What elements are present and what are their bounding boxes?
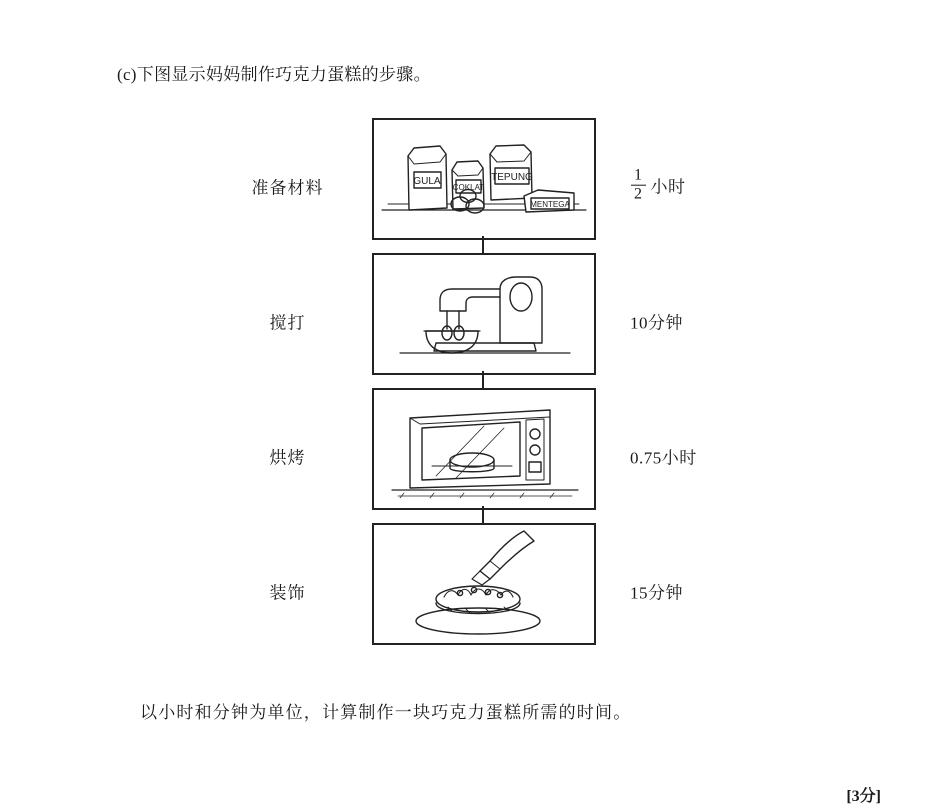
fraction-denominator: 2 bbox=[634, 186, 643, 203]
stand-mixer-icon bbox=[374, 255, 594, 373]
flow-connector bbox=[482, 506, 484, 523]
ingredients-bags-icon bbox=[374, 120, 594, 238]
step-duration: 10分钟 bbox=[630, 313, 683, 332]
flow-connector bbox=[482, 236, 484, 253]
fraction-numerator: 1 bbox=[634, 166, 643, 184]
step-duration: 15分钟 bbox=[630, 583, 683, 602]
time-unit: 小时 bbox=[650, 178, 686, 197]
flow-step-bake bbox=[200, 388, 900, 523]
flow-step-prepare bbox=[200, 118, 900, 253]
oven-icon bbox=[374, 390, 594, 508]
svg-text:MENTEGA: MENTEGA bbox=[530, 200, 570, 209]
step-duration: 0.75小时 bbox=[630, 448, 697, 467]
step-duration bbox=[630, 167, 810, 204]
step-label: 装饰 bbox=[269, 583, 306, 602]
question-prompt-text: 以小时和分钟为单位，计算制作一块巧克力蛋糕所需的时间。 bbox=[140, 703, 632, 722]
flow-step-mix bbox=[200, 253, 900, 388]
flow-step-decorate bbox=[200, 523, 900, 658]
step-label: 烘烤 bbox=[269, 448, 306, 467]
process-flow-diagram bbox=[200, 118, 900, 658]
marks-allocation: [3分] bbox=[846, 788, 881, 805]
step-illustration-box bbox=[372, 523, 596, 645]
step-illustration-box bbox=[372, 388, 596, 510]
step-illustration-box bbox=[372, 118, 596, 240]
step-label: 搅打 bbox=[269, 313, 306, 332]
flow-connector bbox=[482, 371, 484, 388]
svg-text:GULA: GULA bbox=[413, 176, 441, 187]
fraction-one-half bbox=[630, 167, 647, 204]
svg-text:TEPUNG: TEPUNG bbox=[491, 172, 533, 183]
cake-decorating-icon bbox=[374, 525, 594, 643]
step-label: 准备材料 bbox=[251, 178, 324, 197]
question-intro-text: (c)下图显示妈妈制作巧克力蛋糕的步骤。 bbox=[117, 65, 431, 84]
step-illustration-box bbox=[372, 253, 596, 375]
svg-text:COKLAT: COKLAT bbox=[452, 183, 485, 192]
